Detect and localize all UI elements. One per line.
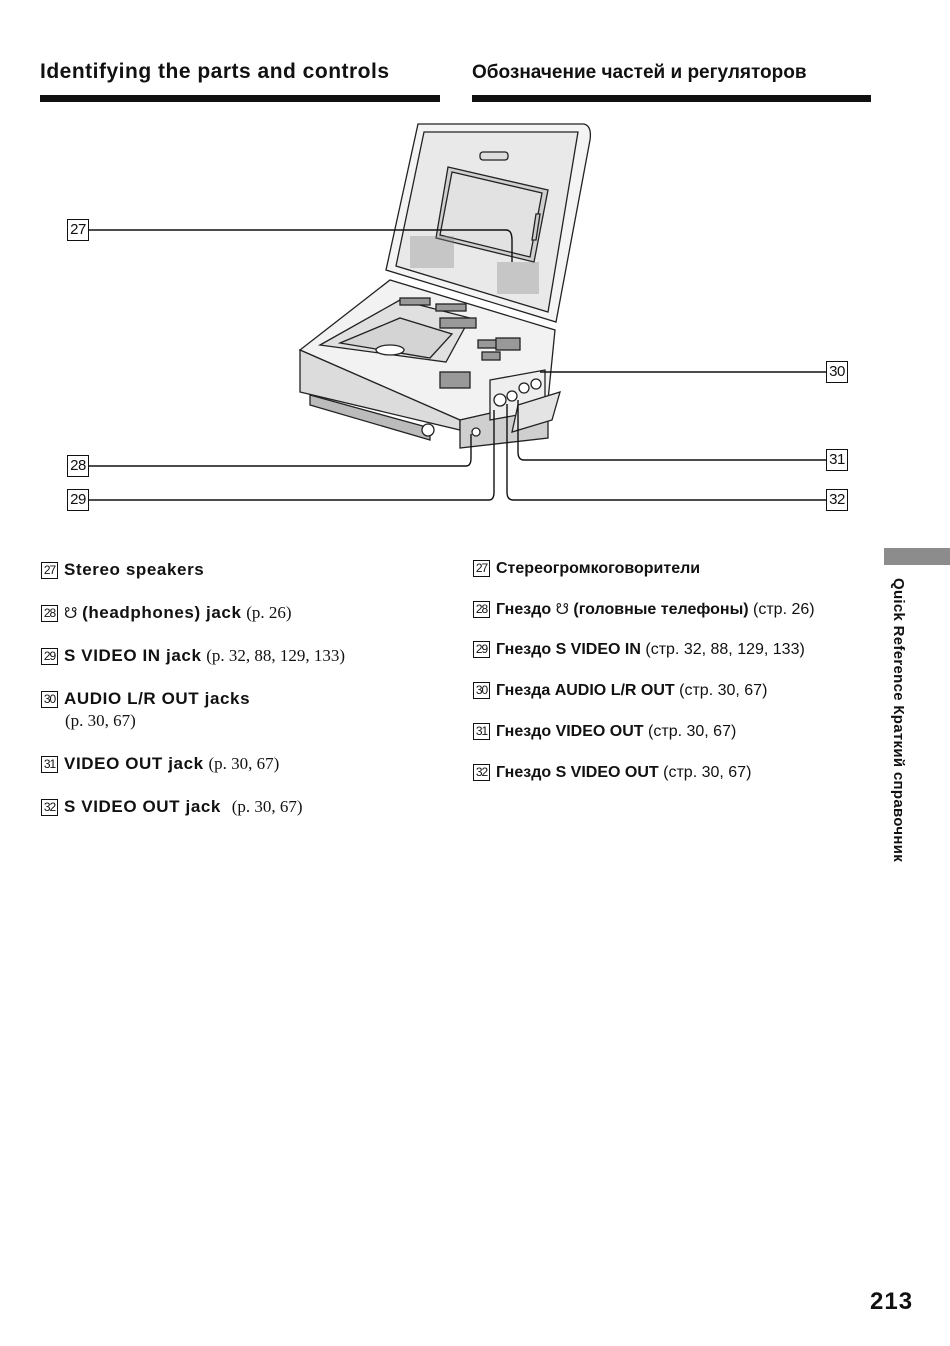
list-item-ru-29	[473, 641, 805, 659]
item-number-badge: 30	[41, 691, 58, 708]
heading-en: Identifying the parts and controls	[40, 60, 390, 83]
callout-31: 31	[826, 449, 848, 471]
item-number-badge: 32	[41, 799, 58, 816]
headphones-icon: ☋	[64, 604, 78, 622]
item-label: Гнездо S VIDEO IN	[496, 641, 641, 658]
item-label-continued: (головные телефоны)	[573, 601, 749, 618]
item-number-badge: 29	[473, 641, 490, 658]
list-item-en-29	[41, 646, 345, 666]
item-label: Стереогромкоговорители	[496, 560, 701, 577]
page-number: 213	[870, 1288, 914, 1315]
item-label: VIDEO OUT jack	[64, 754, 204, 773]
list-item-en-31	[41, 754, 279, 774]
list-item-en-32	[41, 797, 303, 817]
list-item-en-27	[41, 560, 204, 580]
callout-29: 29	[67, 489, 89, 511]
callout-32: 32	[826, 489, 848, 511]
item-label: S VIDEO IN jack	[64, 646, 202, 665]
list-item-en-28	[41, 603, 292, 623]
item-label: Гнездо S VIDEO OUT	[496, 764, 659, 781]
page-reference: (стр. 32, 88, 129, 133)	[645, 641, 805, 658]
page-reference: (p. 30, 67)	[231, 797, 303, 816]
page-reference: (p. 26)	[246, 603, 292, 622]
heading-ru: Обозначение частей и регуляторов	[472, 62, 807, 83]
item-number-badge: 30	[473, 682, 490, 699]
page-reference: (стр. 30, 67)	[663, 764, 752, 781]
item-label: Гнездо VIDEO OUT	[496, 723, 644, 740]
camcorder-illustration	[0, 110, 870, 530]
callout-30: 30	[826, 361, 848, 383]
list-item-ru-31	[473, 723, 736, 741]
page-reference: (стр. 30, 67)	[648, 723, 737, 740]
page-reference: (стр. 30, 67)	[679, 682, 768, 699]
item-number-badge: 27	[41, 562, 58, 579]
list-item-ru-28	[473, 600, 815, 619]
page-reference: (p. 30, 67)	[65, 711, 136, 730]
item-number-badge: 31	[473, 723, 490, 740]
headphones-icon: ☋	[555, 600, 569, 618]
item-label: AUDIO L/R OUT jacks	[64, 689, 251, 708]
callout-27: 27	[67, 219, 89, 241]
list-item-ru-30	[473, 682, 767, 700]
item-number-badge: 27	[473, 560, 490, 577]
list-item-ru-32	[473, 764, 751, 782]
list-item-ru-27	[473, 560, 700, 578]
item-number-badge: 28	[473, 601, 490, 618]
item-number-badge: 32	[473, 764, 490, 781]
item-label: Stereo speakers	[64, 560, 205, 579]
heading-rule-ru	[472, 95, 871, 102]
item-label: Гнездо	[496, 601, 552, 618]
callout-28: 28	[67, 455, 89, 477]
item-label: (headphones) jack	[82, 603, 242, 622]
section-tab-label: Quick Reference Краткий справочник	[890, 578, 907, 863]
item-number-badge: 31	[41, 756, 58, 773]
list-item-en-30	[41, 689, 250, 731]
page-reference: (p. 32, 88, 129, 133)	[206, 646, 346, 665]
page-reference: (стр. 26)	[753, 601, 815, 618]
item-number-badge: 29	[41, 648, 58, 665]
item-label: Гнезда AUDIO L/R OUT	[496, 682, 675, 699]
heading-rule-en	[40, 95, 440, 102]
section-tab-marker	[884, 548, 950, 565]
item-number-badge: 28	[41, 605, 58, 622]
page-reference: (p. 30, 67)	[208, 754, 280, 773]
item-label: S VIDEO OUT jack	[64, 797, 221, 816]
